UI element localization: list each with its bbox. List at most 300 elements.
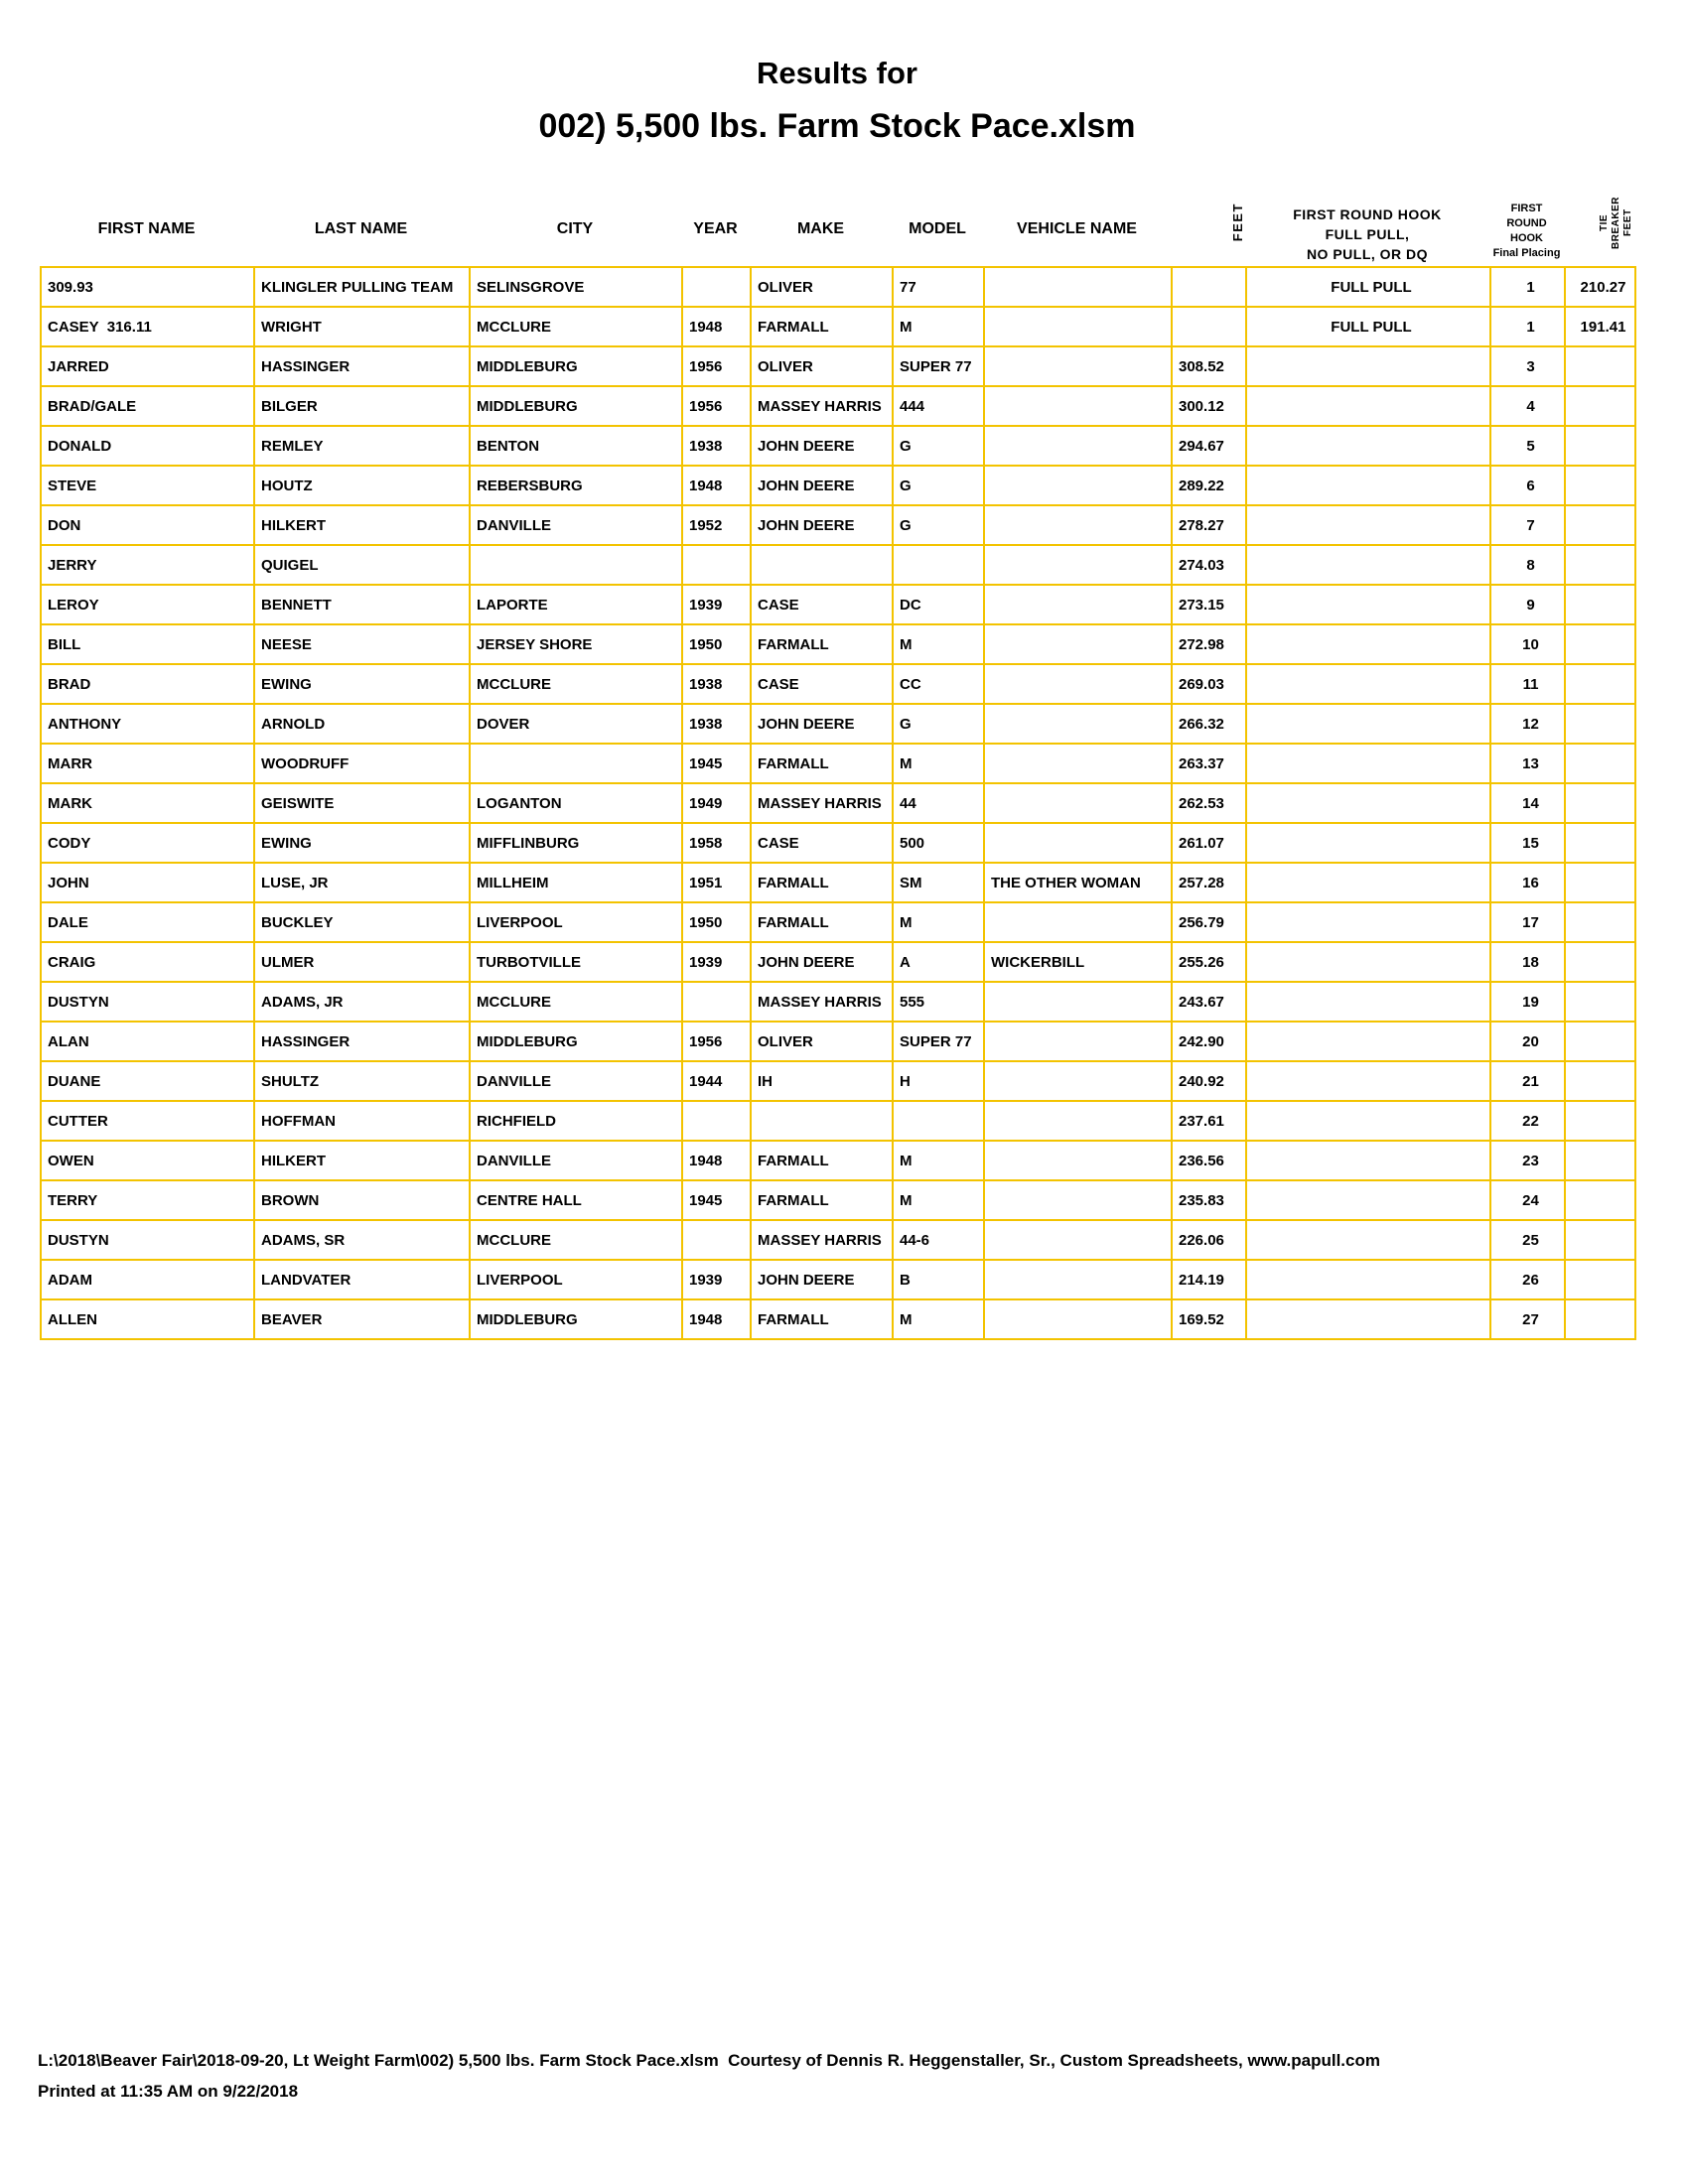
cell-feet: 255.26 bbox=[1172, 942, 1246, 982]
header-vehicle-name: VEHICLE NAME bbox=[1017, 220, 1137, 237]
cell-make: OLIVER bbox=[751, 346, 893, 386]
cell-feet: 257.28 bbox=[1172, 863, 1246, 902]
cell-year: 1938 bbox=[682, 426, 751, 466]
cell-feet: 237.61 bbox=[1172, 1101, 1246, 1141]
table-row bbox=[41, 704, 1635, 744]
cell-model: 44-6 bbox=[893, 1220, 984, 1260]
cell-make: FARMALL bbox=[751, 307, 893, 346]
cell-feet: 236.56 bbox=[1172, 1141, 1246, 1180]
cell-tie-breaker bbox=[1565, 1101, 1635, 1141]
cell-make: FARMALL bbox=[751, 902, 893, 942]
cell-make: MASSEY HARRIS bbox=[751, 1220, 893, 1260]
cell-first-name: CRAIG bbox=[41, 942, 254, 982]
cell-last-name: BENNETT bbox=[254, 585, 470, 624]
cell-placing: 13 bbox=[1490, 744, 1565, 783]
cell-placing: 14 bbox=[1490, 783, 1565, 823]
cell-hook bbox=[1246, 1022, 1490, 1061]
cell-city bbox=[470, 744, 682, 783]
cell-vehicle-name bbox=[984, 1299, 1172, 1339]
cell-tie-breaker bbox=[1565, 1260, 1635, 1299]
cell-last-name: BEAVER bbox=[254, 1299, 470, 1339]
header-placing-line2: HOOK bbox=[1510, 232, 1543, 244]
cell-make: JOHN DEERE bbox=[751, 704, 893, 744]
results-table bbox=[40, 266, 1636, 1340]
cell-year: 1956 bbox=[682, 346, 751, 386]
cell-last-name: HOFFMAN bbox=[254, 1101, 470, 1141]
cell-placing: 5 bbox=[1490, 426, 1565, 466]
cell-tie-breaker bbox=[1565, 823, 1635, 863]
cell-make: MASSEY HARRIS bbox=[751, 386, 893, 426]
cell-make: IH bbox=[751, 1061, 893, 1101]
table-row bbox=[41, 1220, 1635, 1260]
cell-placing: 25 bbox=[1490, 1220, 1565, 1260]
footer-file-path: L:\2018\Beaver Fair\2018-09-20, Lt Weight Farm\002) 5,500 lbs. Farm Stock Pace.xlsm Courtesy of Dennis R. Heggenstaller, Sr., Custom Spreadsheets, www.papull.com bbox=[38, 2051, 1380, 2070]
cell-year bbox=[682, 1220, 751, 1260]
cell-model: A bbox=[893, 942, 984, 982]
cell-model: M bbox=[893, 1180, 984, 1220]
cell-model: M bbox=[893, 307, 984, 346]
cell-hook bbox=[1246, 1061, 1490, 1101]
header-hook-line2: FULL PULL, bbox=[1325, 226, 1410, 242]
cell-first-name: STEVE bbox=[41, 466, 254, 505]
cell-vehicle-name bbox=[984, 1220, 1172, 1260]
cell-last-name: HILKERT bbox=[254, 1141, 470, 1180]
cell-city: MIDDLEBURG bbox=[470, 1022, 682, 1061]
cell-feet: 214.19 bbox=[1172, 1260, 1246, 1299]
cell-first-name: MARR bbox=[41, 744, 254, 783]
cell-hook bbox=[1246, 1260, 1490, 1299]
cell-placing: 11 bbox=[1490, 664, 1565, 704]
cell-first-name: JOHN bbox=[41, 863, 254, 902]
cell-feet: 226.06 bbox=[1172, 1220, 1246, 1260]
cell-tie-breaker bbox=[1565, 386, 1635, 426]
cell-feet: 240.92 bbox=[1172, 1061, 1246, 1101]
cell-vehicle-name bbox=[984, 267, 1172, 307]
cell-city: DANVILLE bbox=[470, 505, 682, 545]
header-year: YEAR bbox=[693, 220, 738, 237]
cell-first-name: DONALD bbox=[41, 426, 254, 466]
cell-city: DANVILLE bbox=[470, 1141, 682, 1180]
cell-vehicle-name bbox=[984, 1061, 1172, 1101]
cell-city: MIDDLEBURG bbox=[470, 386, 682, 426]
cell-tie-breaker bbox=[1565, 982, 1635, 1022]
cell-first-name: CASEY 316.11 bbox=[41, 307, 254, 346]
cell-make: MASSEY HARRIS bbox=[751, 783, 893, 823]
cell-vehicle-name bbox=[984, 505, 1172, 545]
cell-make: JOHN DEERE bbox=[751, 942, 893, 982]
cell-tie-breaker bbox=[1565, 426, 1635, 466]
cell-placing: 24 bbox=[1490, 1180, 1565, 1220]
cell-city: LAPORTE bbox=[470, 585, 682, 624]
cell-city: LIVERPOOL bbox=[470, 902, 682, 942]
cell-tie-breaker bbox=[1565, 505, 1635, 545]
cell-vehicle-name bbox=[984, 1180, 1172, 1220]
cell-make: CASE bbox=[751, 823, 893, 863]
cell-make: FARMALL bbox=[751, 624, 893, 664]
cell-feet: 289.22 bbox=[1172, 466, 1246, 505]
cell-make: JOHN DEERE bbox=[751, 426, 893, 466]
cell-last-name: BILGER bbox=[254, 386, 470, 426]
cell-make: FARMALL bbox=[751, 1141, 893, 1180]
cell-placing: 12 bbox=[1490, 704, 1565, 744]
cell-year bbox=[682, 1101, 751, 1141]
cell-feet: 263.37 bbox=[1172, 744, 1246, 783]
cell-placing: 27 bbox=[1490, 1299, 1565, 1339]
cell-last-name: REMLEY bbox=[254, 426, 470, 466]
cell-last-name: WOODRUFF bbox=[254, 744, 470, 783]
cell-tie-breaker bbox=[1565, 942, 1635, 982]
cell-model bbox=[893, 1101, 984, 1141]
cell-first-name: DUANE bbox=[41, 1061, 254, 1101]
cell-placing: 8 bbox=[1490, 545, 1565, 585]
cell-tie-breaker bbox=[1565, 1022, 1635, 1061]
cell-first-name: TERRY bbox=[41, 1180, 254, 1220]
cell-city: MCCLURE bbox=[470, 664, 682, 704]
cell-model: G bbox=[893, 466, 984, 505]
table-row bbox=[41, 902, 1635, 942]
cell-first-name: BILL bbox=[41, 624, 254, 664]
page-title-line2: 002) 5,500 lbs. Farm Stock Pace.xlsm bbox=[538, 107, 1136, 145]
column-headers bbox=[40, 183, 1634, 266]
table-row bbox=[41, 624, 1635, 664]
cell-tie-breaker bbox=[1565, 704, 1635, 744]
cell-tie-breaker bbox=[1565, 744, 1635, 783]
table-row bbox=[41, 346, 1635, 386]
cell-make: JOHN DEERE bbox=[751, 1260, 893, 1299]
cell-city: MCCLURE bbox=[470, 982, 682, 1022]
cell-year: 1939 bbox=[682, 1260, 751, 1299]
header-hook-line3: NO PULL, OR DQ bbox=[1306, 246, 1429, 262]
cell-year bbox=[682, 545, 751, 585]
cell-hook bbox=[1246, 783, 1490, 823]
cell-first-name: CODY bbox=[41, 823, 254, 863]
cell-model: DC bbox=[893, 585, 984, 624]
table-row bbox=[41, 505, 1635, 545]
cell-model: G bbox=[893, 505, 984, 545]
table-row bbox=[41, 585, 1635, 624]
cell-placing: 10 bbox=[1490, 624, 1565, 664]
header-placing-line3: Final Placing bbox=[1492, 247, 1561, 259]
cell-year: 1938 bbox=[682, 664, 751, 704]
cell-placing: 16 bbox=[1490, 863, 1565, 902]
table-row bbox=[41, 1061, 1635, 1101]
cell-model: H bbox=[893, 1061, 984, 1101]
cell-make: FARMALL bbox=[751, 863, 893, 902]
cell-model: 444 bbox=[893, 386, 984, 426]
cell-year: 1939 bbox=[682, 585, 751, 624]
cell-hook bbox=[1246, 1299, 1490, 1339]
cell-year: 1948 bbox=[682, 307, 751, 346]
cell-placing: 22 bbox=[1490, 1101, 1565, 1141]
cell-hook: FULL PULL bbox=[1246, 267, 1490, 307]
cell-tie-breaker bbox=[1565, 902, 1635, 942]
cell-placing: 15 bbox=[1490, 823, 1565, 863]
cell-vehicle-name: WICKERBILL bbox=[984, 942, 1172, 982]
cell-hook bbox=[1246, 1220, 1490, 1260]
cell-city: MIDDLEBURG bbox=[470, 1299, 682, 1339]
cell-hook bbox=[1246, 426, 1490, 466]
table-row bbox=[41, 1141, 1635, 1180]
cell-feet: 243.67 bbox=[1172, 982, 1246, 1022]
cell-year: 1951 bbox=[682, 863, 751, 902]
cell-last-name: EWING bbox=[254, 664, 470, 704]
cell-vehicle-name bbox=[984, 704, 1172, 744]
cell-tie-breaker bbox=[1565, 1180, 1635, 1220]
cell-vehicle-name bbox=[984, 783, 1172, 823]
table-row bbox=[41, 982, 1635, 1022]
cell-hook: FULL PULL bbox=[1246, 307, 1490, 346]
cell-year bbox=[682, 267, 751, 307]
cell-city: JERSEY SHORE bbox=[470, 624, 682, 664]
cell-last-name: ULMER bbox=[254, 942, 470, 982]
cell-hook bbox=[1246, 1101, 1490, 1141]
cell-vehicle-name bbox=[984, 1260, 1172, 1299]
header-make: MAKE bbox=[796, 220, 845, 237]
cell-make: CASE bbox=[751, 585, 893, 624]
table-row bbox=[41, 863, 1635, 902]
cell-last-name: ADAMS, SR bbox=[254, 1220, 470, 1260]
cell-year: 1950 bbox=[682, 624, 751, 664]
cell-city: MIDDLEBURG bbox=[470, 346, 682, 386]
header-model: MODEL bbox=[909, 220, 966, 237]
cell-make: FARMALL bbox=[751, 744, 893, 783]
table-row bbox=[41, 664, 1635, 704]
cell-first-name: ADAM bbox=[41, 1260, 254, 1299]
cell-tie-breaker: 191.41 bbox=[1565, 307, 1635, 346]
cell-feet: 278.27 bbox=[1172, 505, 1246, 545]
cell-feet: 242.90 bbox=[1172, 1022, 1246, 1061]
cell-vehicle-name bbox=[984, 902, 1172, 942]
cell-year: 1945 bbox=[682, 744, 751, 783]
cell-placing: 19 bbox=[1490, 982, 1565, 1022]
cell-hook bbox=[1246, 902, 1490, 942]
cell-tie-breaker bbox=[1565, 1141, 1635, 1180]
cell-hook bbox=[1246, 386, 1490, 426]
cell-feet: 308.52 bbox=[1172, 346, 1246, 386]
cell-model: 77 bbox=[893, 267, 984, 307]
cell-first-name: LEROY bbox=[41, 585, 254, 624]
cell-model: M bbox=[893, 1299, 984, 1339]
cell-hook bbox=[1246, 545, 1490, 585]
cell-tie-breaker bbox=[1565, 863, 1635, 902]
cell-feet: 294.67 bbox=[1172, 426, 1246, 466]
table-row bbox=[41, 1101, 1635, 1141]
cell-model: SUPER 77 bbox=[893, 1022, 984, 1061]
cell-model: 500 bbox=[893, 823, 984, 863]
header-placing-line1: FIRST ROUND bbox=[1506, 203, 1547, 229]
cell-first-name: JARRED bbox=[41, 346, 254, 386]
cell-placing: 26 bbox=[1490, 1260, 1565, 1299]
cell-first-name: DUSTYN bbox=[41, 982, 254, 1022]
cell-first-name: DALE bbox=[41, 902, 254, 942]
cell-first-name: CUTTER bbox=[41, 1101, 254, 1141]
cell-hook bbox=[1246, 1180, 1490, 1220]
cell-year: 1944 bbox=[682, 1061, 751, 1101]
table-row bbox=[41, 267, 1635, 307]
header-first-round-hook-result bbox=[1245, 183, 1489, 266]
table-row bbox=[41, 545, 1635, 585]
cell-city: BENTON bbox=[470, 426, 682, 466]
table-row bbox=[41, 1299, 1635, 1339]
cell-city: REBERSBURG bbox=[470, 466, 682, 505]
cell-year: 1948 bbox=[682, 1299, 751, 1339]
header-first-name: FIRST NAME bbox=[97, 220, 196, 237]
cell-feet: 272.98 bbox=[1172, 624, 1246, 664]
cell-placing: 23 bbox=[1490, 1141, 1565, 1180]
cell-model: M bbox=[893, 744, 984, 783]
cell-last-name: BUCKLEY bbox=[254, 902, 470, 942]
table-row bbox=[41, 1180, 1635, 1220]
cell-feet: 274.03 bbox=[1172, 545, 1246, 585]
cell-hook bbox=[1246, 704, 1490, 744]
cell-vehicle-name bbox=[984, 1022, 1172, 1061]
cell-placing: 1 bbox=[1490, 307, 1565, 346]
cell-year: 1956 bbox=[682, 1022, 751, 1061]
cell-hook bbox=[1246, 1141, 1490, 1180]
cell-tie-breaker bbox=[1565, 466, 1635, 505]
cell-last-name: QUIGEL bbox=[254, 545, 470, 585]
cell-model: M bbox=[893, 624, 984, 664]
cell-last-name: LANDVATER bbox=[254, 1260, 470, 1299]
cell-vehicle-name bbox=[984, 1141, 1172, 1180]
header-feet-rotated-label: FEET bbox=[1230, 203, 1245, 242]
cell-model: G bbox=[893, 426, 984, 466]
header-feet bbox=[1171, 183, 1245, 266]
cell-city bbox=[470, 545, 682, 585]
cell-placing: 17 bbox=[1490, 902, 1565, 942]
cell-first-name: DON bbox=[41, 505, 254, 545]
cell-vehicle-name bbox=[984, 386, 1172, 426]
cell-model: G bbox=[893, 704, 984, 744]
cell-city: MIFFLINBURG bbox=[470, 823, 682, 863]
cell-feet: 262.53 bbox=[1172, 783, 1246, 823]
cell-feet: 273.15 bbox=[1172, 585, 1246, 624]
cell-last-name: NEESE bbox=[254, 624, 470, 664]
cell-year: 1950 bbox=[682, 902, 751, 942]
cell-last-name: KLINGLER PULLING TEAM bbox=[254, 267, 470, 307]
cell-first-name: DUSTYN bbox=[41, 1220, 254, 1260]
cell-vehicle-name bbox=[984, 664, 1172, 704]
cell-placing: 6 bbox=[1490, 466, 1565, 505]
cell-last-name: EWING bbox=[254, 823, 470, 863]
cell-first-name: OWEN bbox=[41, 1141, 254, 1180]
cell-last-name: HILKERT bbox=[254, 505, 470, 545]
cell-hook bbox=[1246, 624, 1490, 664]
cell-tie-breaker bbox=[1565, 624, 1635, 664]
cell-make: FARMALL bbox=[751, 1299, 893, 1339]
cell-first-name: BRAD/GALE bbox=[41, 386, 254, 426]
cell-city: RICHFIELD bbox=[470, 1101, 682, 1141]
cell-tie-breaker bbox=[1565, 346, 1635, 386]
cell-make bbox=[751, 545, 893, 585]
table-row bbox=[41, 744, 1635, 783]
cell-placing: 4 bbox=[1490, 386, 1565, 426]
header-final-placing bbox=[1489, 183, 1564, 266]
cell-year: 1938 bbox=[682, 704, 751, 744]
cell-placing: 7 bbox=[1490, 505, 1565, 545]
cell-hook bbox=[1246, 744, 1490, 783]
cell-placing: 1 bbox=[1490, 267, 1565, 307]
cell-first-name: ANTHONY bbox=[41, 704, 254, 744]
header-hook-line1: FIRST ROUND HOOK bbox=[1293, 206, 1442, 222]
cell-make: FARMALL bbox=[751, 1180, 893, 1220]
cell-placing: 3 bbox=[1490, 346, 1565, 386]
cell-last-name: ARNOLD bbox=[254, 704, 470, 744]
cell-city: TURBOTVILLE bbox=[470, 942, 682, 982]
cell-last-name: GEISWITE bbox=[254, 783, 470, 823]
cell-vehicle-name bbox=[984, 823, 1172, 863]
cell-year: 1958 bbox=[682, 823, 751, 863]
cell-feet bbox=[1172, 267, 1246, 307]
table-row bbox=[41, 307, 1635, 346]
cell-feet: 261.07 bbox=[1172, 823, 1246, 863]
cell-model: M bbox=[893, 902, 984, 942]
cell-make: OLIVER bbox=[751, 1022, 893, 1061]
cell-hook bbox=[1246, 466, 1490, 505]
cell-placing: 20 bbox=[1490, 1022, 1565, 1061]
header-last-name: LAST NAME bbox=[314, 220, 408, 237]
cell-city: LOGANTON bbox=[470, 783, 682, 823]
cell-feet: 300.12 bbox=[1172, 386, 1246, 426]
cell-hook bbox=[1246, 942, 1490, 982]
cell-vehicle-name bbox=[984, 346, 1172, 386]
page-title-line1: Results for bbox=[757, 56, 917, 90]
cell-model bbox=[893, 545, 984, 585]
cell-city: MCCLURE bbox=[470, 1220, 682, 1260]
table-row bbox=[41, 426, 1635, 466]
cell-city: SELINSGROVE bbox=[470, 267, 682, 307]
cell-first-name: MARK bbox=[41, 783, 254, 823]
cell-tie-breaker: 210.27 bbox=[1565, 267, 1635, 307]
cell-vehicle-name bbox=[984, 1101, 1172, 1141]
cell-tie-breaker bbox=[1565, 545, 1635, 585]
cell-tie-breaker bbox=[1565, 783, 1635, 823]
cell-vehicle-name bbox=[984, 982, 1172, 1022]
cell-make: MASSEY HARRIS bbox=[751, 982, 893, 1022]
cell-hook bbox=[1246, 505, 1490, 545]
cell-year: 1939 bbox=[682, 942, 751, 982]
cell-last-name: SHULTZ bbox=[254, 1061, 470, 1101]
header-tie-breaker-feet bbox=[1564, 183, 1634, 266]
cell-vehicle-name bbox=[984, 307, 1172, 346]
table-row bbox=[41, 783, 1635, 823]
cell-hook bbox=[1246, 863, 1490, 902]
cell-feet: 266.32 bbox=[1172, 704, 1246, 744]
cell-city: DANVILLE bbox=[470, 1061, 682, 1101]
cell-first-name: ALAN bbox=[41, 1022, 254, 1061]
cell-city: DOVER bbox=[470, 704, 682, 744]
cell-hook bbox=[1246, 664, 1490, 704]
cell-model: M bbox=[893, 1141, 984, 1180]
header-city: CITY bbox=[556, 220, 594, 237]
cell-vehicle-name bbox=[984, 585, 1172, 624]
cell-feet: 269.03 bbox=[1172, 664, 1246, 704]
cell-model: SUPER 77 bbox=[893, 346, 984, 386]
cell-year: 1956 bbox=[682, 386, 751, 426]
cell-city: LIVERPOOL bbox=[470, 1260, 682, 1299]
cell-model: 555 bbox=[893, 982, 984, 1022]
cell-model: SM bbox=[893, 863, 984, 902]
cell-placing: 21 bbox=[1490, 1061, 1565, 1101]
cell-first-name: BRAD bbox=[41, 664, 254, 704]
table-row bbox=[41, 1260, 1635, 1299]
cell-model: CC bbox=[893, 664, 984, 704]
table-row bbox=[41, 942, 1635, 982]
cell-tie-breaker bbox=[1565, 1299, 1635, 1339]
table-row bbox=[41, 1022, 1635, 1061]
cell-feet bbox=[1172, 307, 1246, 346]
cell-vehicle-name bbox=[984, 466, 1172, 505]
